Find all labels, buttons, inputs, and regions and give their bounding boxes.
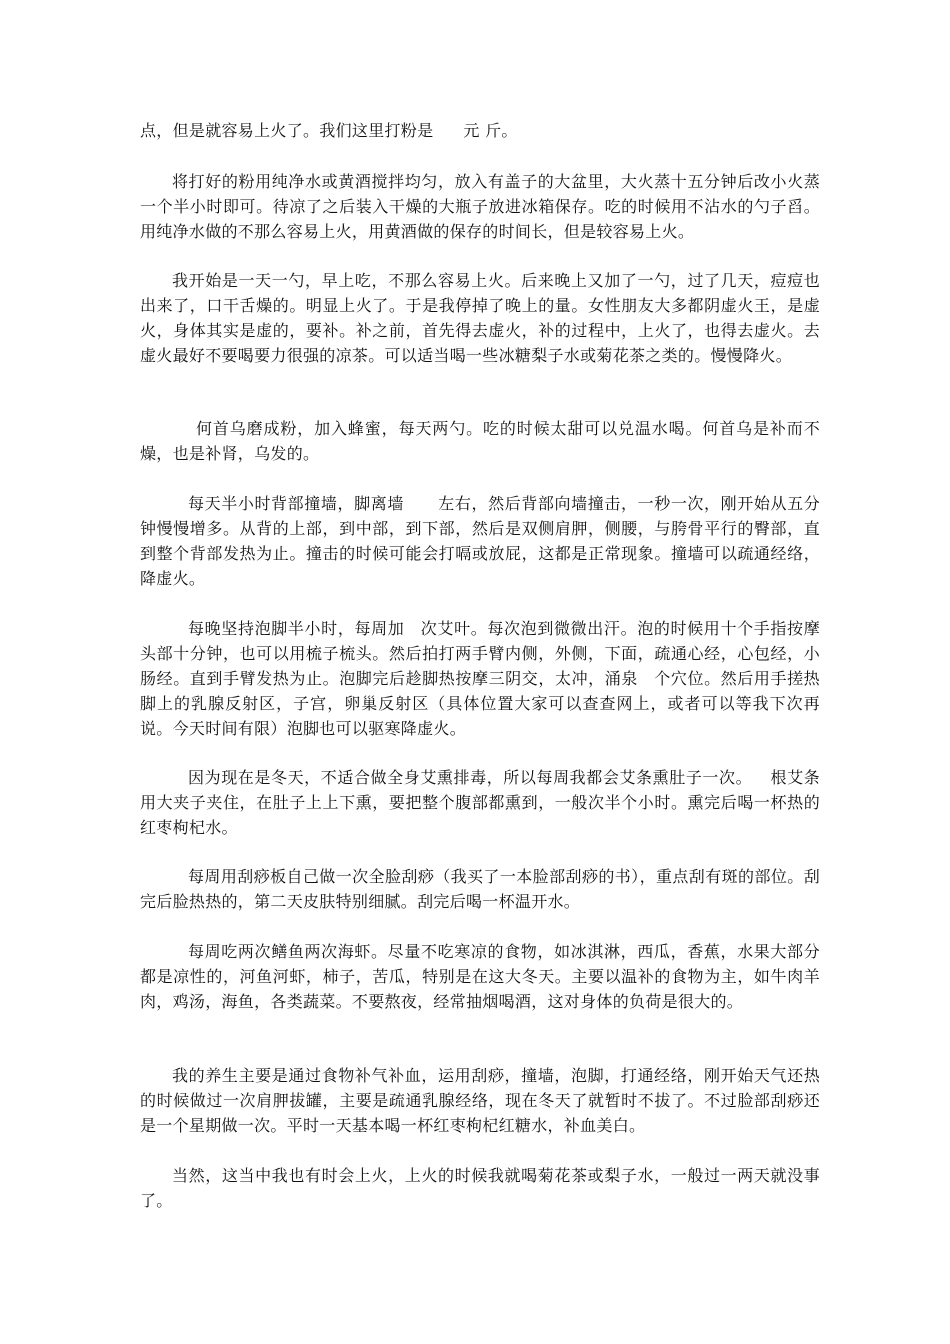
paragraph-diet: 每周吃两次鳝鱼两次海虾。尽量不吃寒凉的食物，如冰淇淋，西瓜，香蕉，水果大部分都是凉性的，河鱼河虾，柿子，苦瓜，特别是在这大冬天。主要以温补的食物为主，如牛肉羊肉，鸡汤，海鱼，各类蔬菜。不要熬夜，经常抽烟喝酒，这对身体的负荷是很大的。 [140,942,820,1011]
paragraph-steaming-method: 将打好的粉用纯净水或黄酒搅拌均匀，放入有盖子的大盆里，大火蒸十五分钟后改小火蒸一个半小时即可。待凉了之后装入干燥的大瓶子放进冰箱保存。吃的时候用不沾水的勺子舀。用纯净水做的不那么容易上火，用黄酒做的保存的时间长，但是较容易上火。 [140,172,820,241]
paragraph-conclusion: 当然，这当中我也有时会上火，上火的时候我就喝菊花茶或梨子水，一般过一两天就没事了。 [140,1166,820,1210]
paragraph-face-guasha: 每周用刮痧板自己做一次全脸刮痧（我买了一本脸部刮痧的书），重点刮有斑的部位。刮完后脸热热的，第二天皮肤特别细腻。刮完后喝一杯温开水。 [140,867,820,911]
paragraph-heshouwu: 何首乌磨成粉，加入蜂蜜，每天两勺。吃的时候太甜可以兑温水喝。何首乌是补而不燥，也是补肾，乌发的。 [140,419,820,463]
paragraph-dosage-experience: 我开始是一天一勺，早上吃，不那么容易上火。后来晚上又加了一勺，过了几天，痘痘也出来了，口干舌燥的。明显上火了。于是我停掉了晚上的量。女性朋友大多都阴虚火王，是虚火，身体其实是虚的，要补。补之前，首先得去虚火，补的过程中，上火了，也得去虚火。去虚火最好不要喝要力很强的凉茶。可以适当喝一些冰糖梨子水或菊花茶之类的。慢慢降火。 [140,271,820,365]
paragraph-summary: 我的养生主要是通过食物补气补血，运用刮痧，撞墙，泡脚，打通经络，刚开始天气还热的时候做过一次肩胛拔罐，主要是疏通乳腺经络，现在冬天了就暂时不拔了。不过脸部刮痧还是一个星期做一次。平时一天基本喝一杯红枣枸杞红糖水，补血美白。 [140,1066,820,1135]
paragraph-powder-price: 点，但是就容易上火了。我们这里打粉是 元 斤。 [140,121,518,140]
paragraph-back-wall-hitting: 每天半小时背部撞墙，脚离墙 左右，然后背部向墙撞击，一秒一次，刚开始从五分钟慢慢增多。从背的上部，到中部，到下部，然后是双侧肩胛，侧腰，与胯骨平行的臀部，直到整个背部发热为止。撞击的时候可能会打嗝或放屁，这都是正常现象。撞墙可以疏通经络，降虚火。 [140,494,821,588]
paragraph-foot-soak: 每晚坚持泡脚半小时，每周加 次艾叶。每次泡到微微出汗。泡的时候用十个手指按摩头部十分钟，也可以用梳子梳头。然后拍打两手臂内侧，外侧，下面，疏通心经，心包经，小肠经。直到手臂发热为止。泡脚完后趁脚热按摩三阴交，太冲，涌泉 个穴位。然后用手搓热脚上的乳腺反射区，子宫，卵巢反射区（具体位置大家可以查查网上，或者可以等我下次再说。今天时间有限）泡脚也可以驱寒降虚火。 [140,619,820,738]
paragraph-moxa: 因为现在是冬天，不适合做全身艾熏排毒，所以每周我都会艾条熏肚子一次。 根艾条用大夹子夹住，在肚子上上下熏，要把整个腹部都熏到，一般次半个小时。熏完后喝一杯热的红枣枸杞水。 [140,768,821,837]
